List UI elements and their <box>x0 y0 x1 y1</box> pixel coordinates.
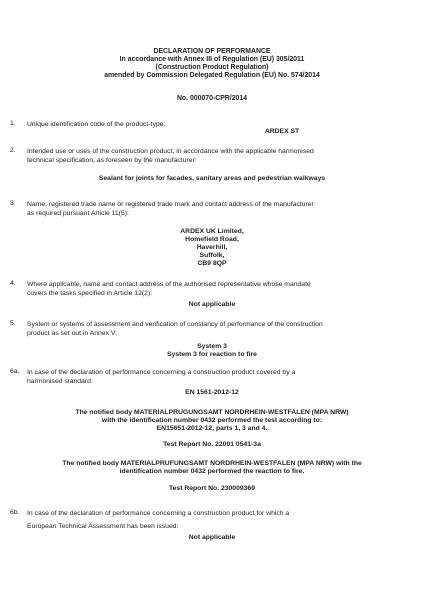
item-6a-text-line2: harmonised standard: <box>27 378 93 385</box>
harmonised-standard: EN 1561-2012-12 <box>185 389 239 396</box>
address-line: Haverhill, <box>196 244 228 251</box>
item-4-text-line2: covers the tasks specified in Article 12(2): <box>27 290 153 297</box>
item-3-text-line2: as required pursuant Article 11(5): <box>27 210 129 217</box>
item-5-number: 5. <box>10 320 16 327</box>
document-title: DECLARATION OF PERFORMANCE <box>153 48 271 55</box>
test-report-2: Test Report No. 230009369 <box>168 485 255 492</box>
item-4-number: 4. <box>10 280 16 287</box>
notified-body-2-line1: The notified body MATERIALPRUFUNGSAMT NORDRHEIN-WESTFALEN (MPA NRW) with the <box>62 460 362 467</box>
regulation-line: In accordance with Annex III of Regulation (EU) 305/2011 <box>119 56 305 63</box>
item-3-number: 3. <box>10 200 16 207</box>
item-1-text: Unique identification code of the product-type: <box>27 121 166 128</box>
item-5-text-line1: System or systems of assessment and verification of constancy of performance of the construction <box>27 321 323 328</box>
test-report-1: Test Report No. 22001 0541-3a <box>163 441 261 448</box>
item-6a-number: 6a. <box>10 368 20 375</box>
item-3-text-line1: Name, registered trade name or registered trade mark and contact address of the manufacturer <box>27 201 314 208</box>
notified-body-1-line3: EN15651-2012-12, parts 1, 3 and 4. <box>156 425 268 432</box>
item-2-text-line2: technical specification, as foreseen by the manufacturer: <box>27 157 197 164</box>
address-line: ARDEX UK Limited, <box>180 228 244 235</box>
notified-body-1-line1: The notified body MATERIALPRUGUNGSAMT NORDRHEIN-WESTFALEN (MPA NRW) <box>75 409 349 416</box>
address-line: Suffolk, <box>199 252 225 259</box>
intended-use: Sealant for joints for facades, sanitary areas and pedestrian walkways <box>98 175 326 182</box>
authorised-representative: Not applicable <box>188 301 236 308</box>
avcp-system-fire: System 3 for reaction to fire <box>167 351 257 358</box>
notified-body-2-line2: identification number 0432 performed the reaction to fire. <box>119 468 305 475</box>
item-1-number: 1. <box>10 120 16 127</box>
amendment-line: amended by Commission Delegated Regulation (EU) No. 574/2014 <box>104 72 320 79</box>
notified-body-1-line2: with the identification number 0432 performed the test according to: <box>101 417 323 424</box>
item-2-number: 2. <box>10 147 16 154</box>
regulation-subtitle: (Construction Product Regulation) <box>155 64 269 71</box>
item-5-text-line2: product as set out in Annex V: <box>27 330 118 337</box>
dop-number: No. 000070-CPR/2014 <box>176 95 248 102</box>
eta-value: Not applicable <box>188 534 236 541</box>
item-6b-number: 6b. <box>10 509 20 516</box>
item-6b-text-line2: European Technical Assessment has been issued: <box>27 523 179 530</box>
item-6a-text-line1: In case of the declaration of performance concerning a construction product covered by a <box>27 369 296 376</box>
product-code: ARDEX ST <box>264 128 300 135</box>
item-6b-text-line1: In case of the declaration of performance concerning a construction product for which a <box>27 510 290 517</box>
address-line: Homefield Road, <box>185 236 239 243</box>
address-line: CB9 8QP <box>197 260 227 267</box>
item-2-text-line1: Intended use or uses of the construction product, in accordance with the applicable harmonised <box>27 148 314 155</box>
item-4-text-line1: Where applicable, name and contact address of the authorised representative whose mandate <box>27 281 311 288</box>
avcp-system: System 3 <box>197 343 227 350</box>
